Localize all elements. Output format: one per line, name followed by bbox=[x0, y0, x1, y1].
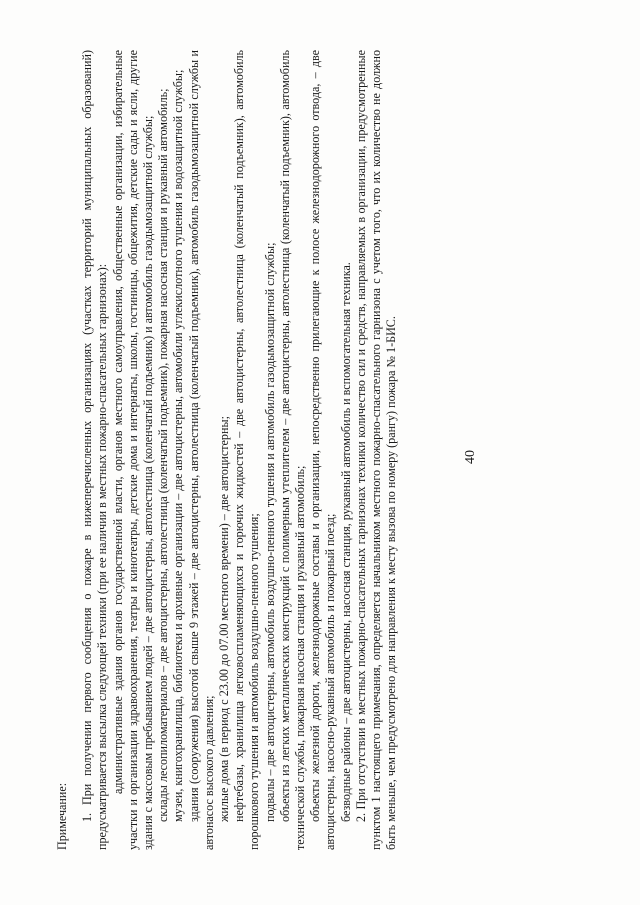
note-paragraph-1: 1. При получении первого сообщения о пожаре в нижеперечисленных организациях (участках территорий муниципальных образований) предусматривается высылка следующей техники (при ее наличии в местных пожарно-спасательных гарнизонах): bbox=[80, 50, 110, 850]
note-paragraph-2: 2. При отсутствии в местных пожарно-спасательных гарнизонах техники количество сил и средств, направляемых в организации, предусмотренные пунктом 1 настоящего примечания, определяется начальником местного пожарно-спасательного гарнизона с учетом того, что их количество не должно быть меньше, чем предусмотрено для направления к месту вызова по номеру (рангу) пожара № 1-БИС. bbox=[353, 50, 399, 850]
rotated-text-block bbox=[55, 50, 435, 850]
note-item-light-metal: объекты из легких металлических конструкций с полимерным утеплителем – две автоцистерны, автолестница (коленчатый подъемник), автомобиль технической службы, пожарная насосная станция и рукавный автомобиль; bbox=[277, 50, 308, 850]
note-item-high-rise: здания (сооружения) высотой свыше 9 этажей – две автоцистерны, автолестница (коленчатый подъемник), автомобиль газодымозащитной службы и автонасос высокого давления; bbox=[186, 50, 216, 850]
note-item-railway: объекты железной дороги, железнодорожные составы и организации, непосредственно прилегающие к полосе железнодорожного отвода, – две автоцистерны, насосно-рукавный автомобиль и пожарный поезд; bbox=[308, 50, 338, 850]
note-item-timber-warehouses: склады лесопиломатериалов – две автоцистерны, автолестница (коленчатый подъемник), пожарная насосная станция и рукавный автомобиль; bbox=[156, 88, 171, 822]
note-item-residential: жилые дома (в период с 23.00 до 07.00 местного времени) – две автоцистерны; bbox=[217, 416, 232, 822]
note-item-museums: музеи, книгохранилища, библиотеки и архивные организации – две автоцистерны, автомобили углекислотного тушения и водозащитной службы; bbox=[171, 69, 186, 822]
page-number: 40 bbox=[463, 450, 478, 464]
note-item-admin-buildings: административные здания органов государственной власти, органов местного самоуправления, общественные организации, избирательные участки и организации здравоохранения, театры и кинотеатры, детские дома и интернаты, школы, гостиницы, общежития, детские сады и ясли, другие здания с массовым пребыванием людей – две автоцистерны, автолестница (коленчатый подъемник) и автомобиль газодымозащитной службы; bbox=[110, 50, 156, 850]
note-item-basements: подвалы – две автоцистерны, автомобиль воздушно-пенного тушения и автомобиль газодымозащитной службы; bbox=[262, 242, 277, 822]
note-item-waterless: безводные районы – две автоцистерны, насосная станция, рукавный автомобиль и вспомогательная техника. bbox=[338, 262, 353, 822]
note-title: Примечание: bbox=[55, 782, 69, 850]
note-item-oil-depots: нефтебазы, хранилища легковоспламеняющихся и горючих жидкостей – две автоцистерны, автолестница (коленчатый подъемник), автомобиль порошкового тушения и автомобиль воздушно-пенного тушения; bbox=[232, 50, 262, 850]
